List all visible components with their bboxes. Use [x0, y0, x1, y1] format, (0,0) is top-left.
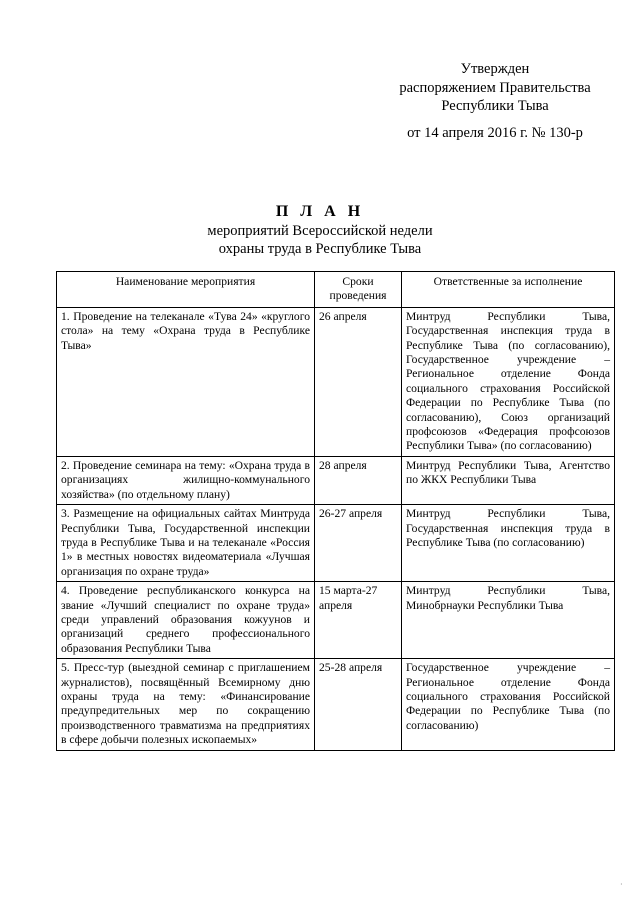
- approval-block: [380, 60, 610, 142]
- plan-table: [56, 271, 615, 751]
- row-event-name: 1. Проведение на телеканале «Тува 24» «круглого стола» на тему «Охрана труда в Республике Тыва»: [57, 307, 315, 456]
- row-event-name: 3. Размещение на официальных сайтах Минтруда Республики Тыва, Государственной инспекции труда в Республике Тыва и на телеканале «Россия 1» в местных новостях видеоматериала «Лучшая организация по охране труда»: [57, 505, 315, 582]
- approval-line-3: Республики Тыва: [441, 98, 549, 114]
- page-mark: ·: [620, 880, 623, 889]
- table-row: [57, 307, 615, 456]
- approval-line-1: Утвержден: [460, 61, 530, 77]
- row-dates: 26-27 апреля: [315, 505, 402, 582]
- table-row: [57, 456, 615, 504]
- table-row: [57, 659, 615, 750]
- row-responsible: Минтруд Республики Тыва, Государственная инспекция труда в Республике Тыва (по согласованию), Государственное учреждение – Региональное отделение Фонда социального страхования Российской Федерации по Республике Тыва (по согласованию), Союз организаций профсоюзов «Федерация профсоюзов Республики Тыва» (по согласованию): [402, 307, 615, 456]
- header-event-name: Наименование мероприятия: [57, 272, 315, 308]
- header-dates: Сроки проведения: [315, 272, 402, 308]
- approval-date-line: от 14 апреля 2016 г. № 130-р: [407, 124, 583, 141]
- row-event-name: 5. Пресс-тур (выездной семинар с приглашением журналистов), посвящённый Всемирному дню охраны труда на тему: «Финансирование предупредительных мер по сокращению производственного травматизма на предприятиях в сфере добычи полезных ископаемых»: [57, 659, 315, 750]
- row-responsible: Минтруд Республики Тыва, Государственная инспекция труда в Республике Тыва (по согласованию): [402, 505, 615, 582]
- header-responsible: Ответственные за исполнение: [402, 272, 615, 308]
- plan-title-block: [0, 202, 640, 258]
- plan-subtitle-2: охраны труда в Республике Тыва: [218, 241, 422, 257]
- approval-line-2: распоряжением Правительства: [399, 79, 591, 96]
- row-responsible: Минтруд Республики Тыва, Минобрнауки Республики Тыва: [402, 582, 615, 659]
- plan-subtitle-1: мероприятий Всероссийской недели: [207, 223, 433, 239]
- table-row: [57, 505, 615, 582]
- row-responsible: Государственное учреждение – Региональное отделение Фонда социального страхования Российской Федерации по Республике Тыва (по согласованию): [402, 659, 615, 750]
- table-row: [57, 582, 615, 659]
- row-dates: 15 марта-27 апреля: [315, 582, 402, 659]
- table-header-row: [57, 272, 615, 308]
- plan-title: П Л А Н: [275, 203, 365, 220]
- row-responsible: Минтруд Республики Тыва, Агентство по ЖКХ Республики Тыва: [402, 456, 615, 504]
- row-event-name: 4. Проведение республиканского конкурса на звание «Лучший специалист по охране труда» среди управлений образования кожуунов и организаций среднего профессионального образования Республики Тыва: [57, 582, 315, 659]
- row-dates: 25-28 апреля: [315, 659, 402, 750]
- row-dates: 28 апреля: [315, 456, 402, 504]
- row-event-name: 2. Проведение семинара на тему: «Охрана труда в организациях жилищно-коммунального хозяйства» (по отдельному плану): [57, 456, 315, 504]
- row-dates: 26 апреля: [315, 307, 402, 456]
